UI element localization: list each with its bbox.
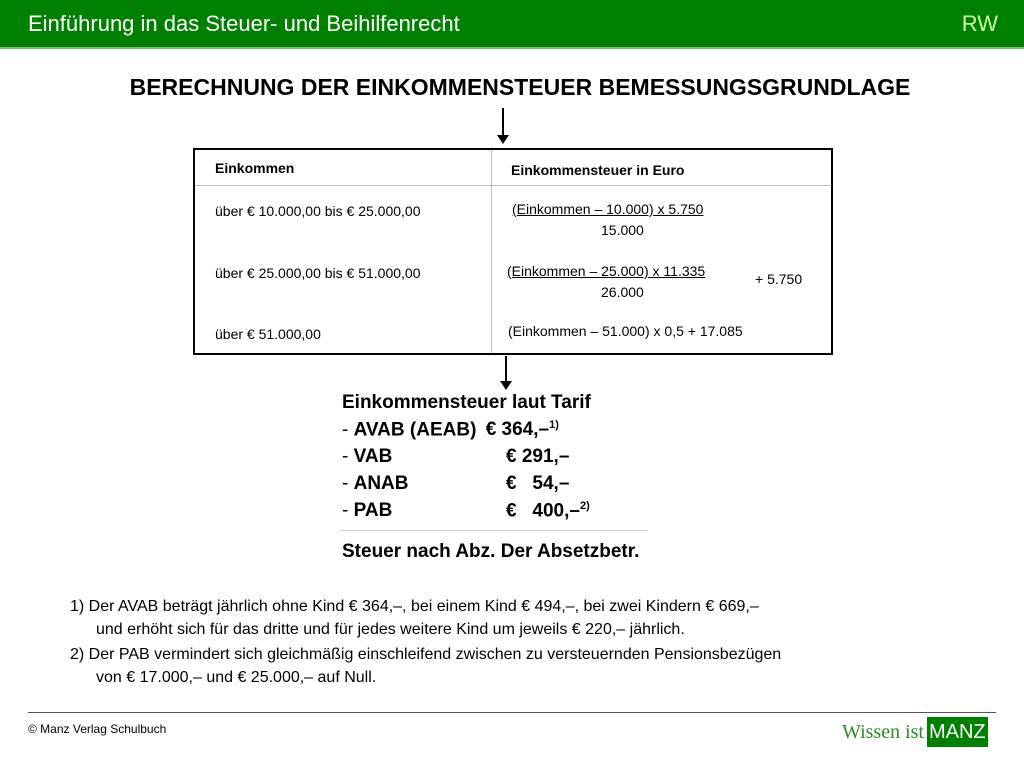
deduction-label: AVAB (AEAB) — [353, 419, 477, 441]
footnote-2-cont: von € 17.000,– und € 25.000,– auf Null. — [96, 669, 377, 686]
footer-divider — [28, 712, 996, 713]
copyright: © Manz Verlag Schulbuch — [28, 722, 167, 736]
deduction-label: PAB — [353, 500, 393, 521]
deduction-anab — [342, 473, 570, 495]
page-title: BERECHNUNG DER EINKOMMENSTEUER BEMESSUNGSGRUNDLAGE — [129, 74, 911, 100]
deduction-value: € 54,– — [506, 473, 570, 494]
footnote-1: 1) Der AVAB beträgt jährlich ohne Kind € 364,–, bei einem Kind € 494,–, bei zwei Kindern € 669,– — [70, 598, 759, 615]
deduction-avab — [342, 419, 559, 441]
footnote-2: 2) Der PAB vermindert sich gleichmäßig einschleifend zwischen zu versteuernden Pensionsbezügen — [70, 646, 782, 663]
deduction-pab — [342, 500, 590, 522]
deduction-label: ANAB — [353, 473, 409, 494]
row-2-range: über € 25.000,00 bis € 51.000,00 — [215, 265, 421, 281]
row-2-suffix: + 5.750 — [755, 271, 803, 287]
deduction-value: € 364,– — [485, 419, 550, 441]
header-bar — [0, 0, 1024, 49]
header-badge: RW — [961, 11, 998, 36]
deduction-label: VAB — [353, 446, 393, 467]
deduction-value: € 400,– — [506, 500, 580, 522]
column-divider — [491, 150, 492, 353]
header-divider — [195, 185, 831, 186]
separator — [340, 530, 648, 531]
header-einkommensteuer: Einkommensteuer in Euro — [511, 162, 685, 178]
row-2-denominator: 26.000 — [601, 284, 644, 300]
footnote-ref: 1) — [549, 419, 559, 431]
result-heading: Einkommensteuer laut Tarif — [342, 392, 591, 413]
header-title: Einführung in das Steuer- und Beihilfenrecht — [28, 11, 460, 36]
arrow-down-icon — [502, 108, 504, 138]
footnote-ref: 2) — [579, 500, 590, 512]
arrow-down-icon — [505, 356, 507, 384]
row-1-numerator: (Einkommen – 10.000) x 5.750 — [512, 201, 704, 217]
dash: - — [342, 473, 354, 494]
header-einkommen: Einkommen — [215, 160, 295, 176]
row-2-numerator: (Einkommen – 25.000) x 11.335 — [507, 263, 706, 279]
deduction-vab — [342, 446, 570, 468]
logo-text: Wissen ist — [842, 720, 924, 743]
row-1-denominator: 15.000 — [601, 222, 644, 238]
footnote-1-cont: und erhöht sich für das dritte und für jedes weitere Kind um jeweils € 220,– jährlich. — [96, 621, 685, 638]
dash: - — [342, 446, 354, 467]
logo-brand: MANZ — [927, 717, 988, 747]
deduction-value: € 291,– — [506, 446, 570, 467]
row-3-range: über € 51.000,00 — [215, 326, 321, 342]
result-total: Steuer nach Abz. Der Absetzbetr. — [342, 541, 640, 562]
manz-logo — [842, 717, 988, 747]
dash: - — [342, 500, 354, 521]
tax-table — [193, 148, 833, 355]
row-3-formula: (Einkommen – 51.000) x 0,5 + 17.085 — [508, 323, 743, 339]
row-1-range: über € 10.000,00 bis € 25.000,00 — [215, 203, 421, 219]
dash: - — [342, 419, 354, 441]
